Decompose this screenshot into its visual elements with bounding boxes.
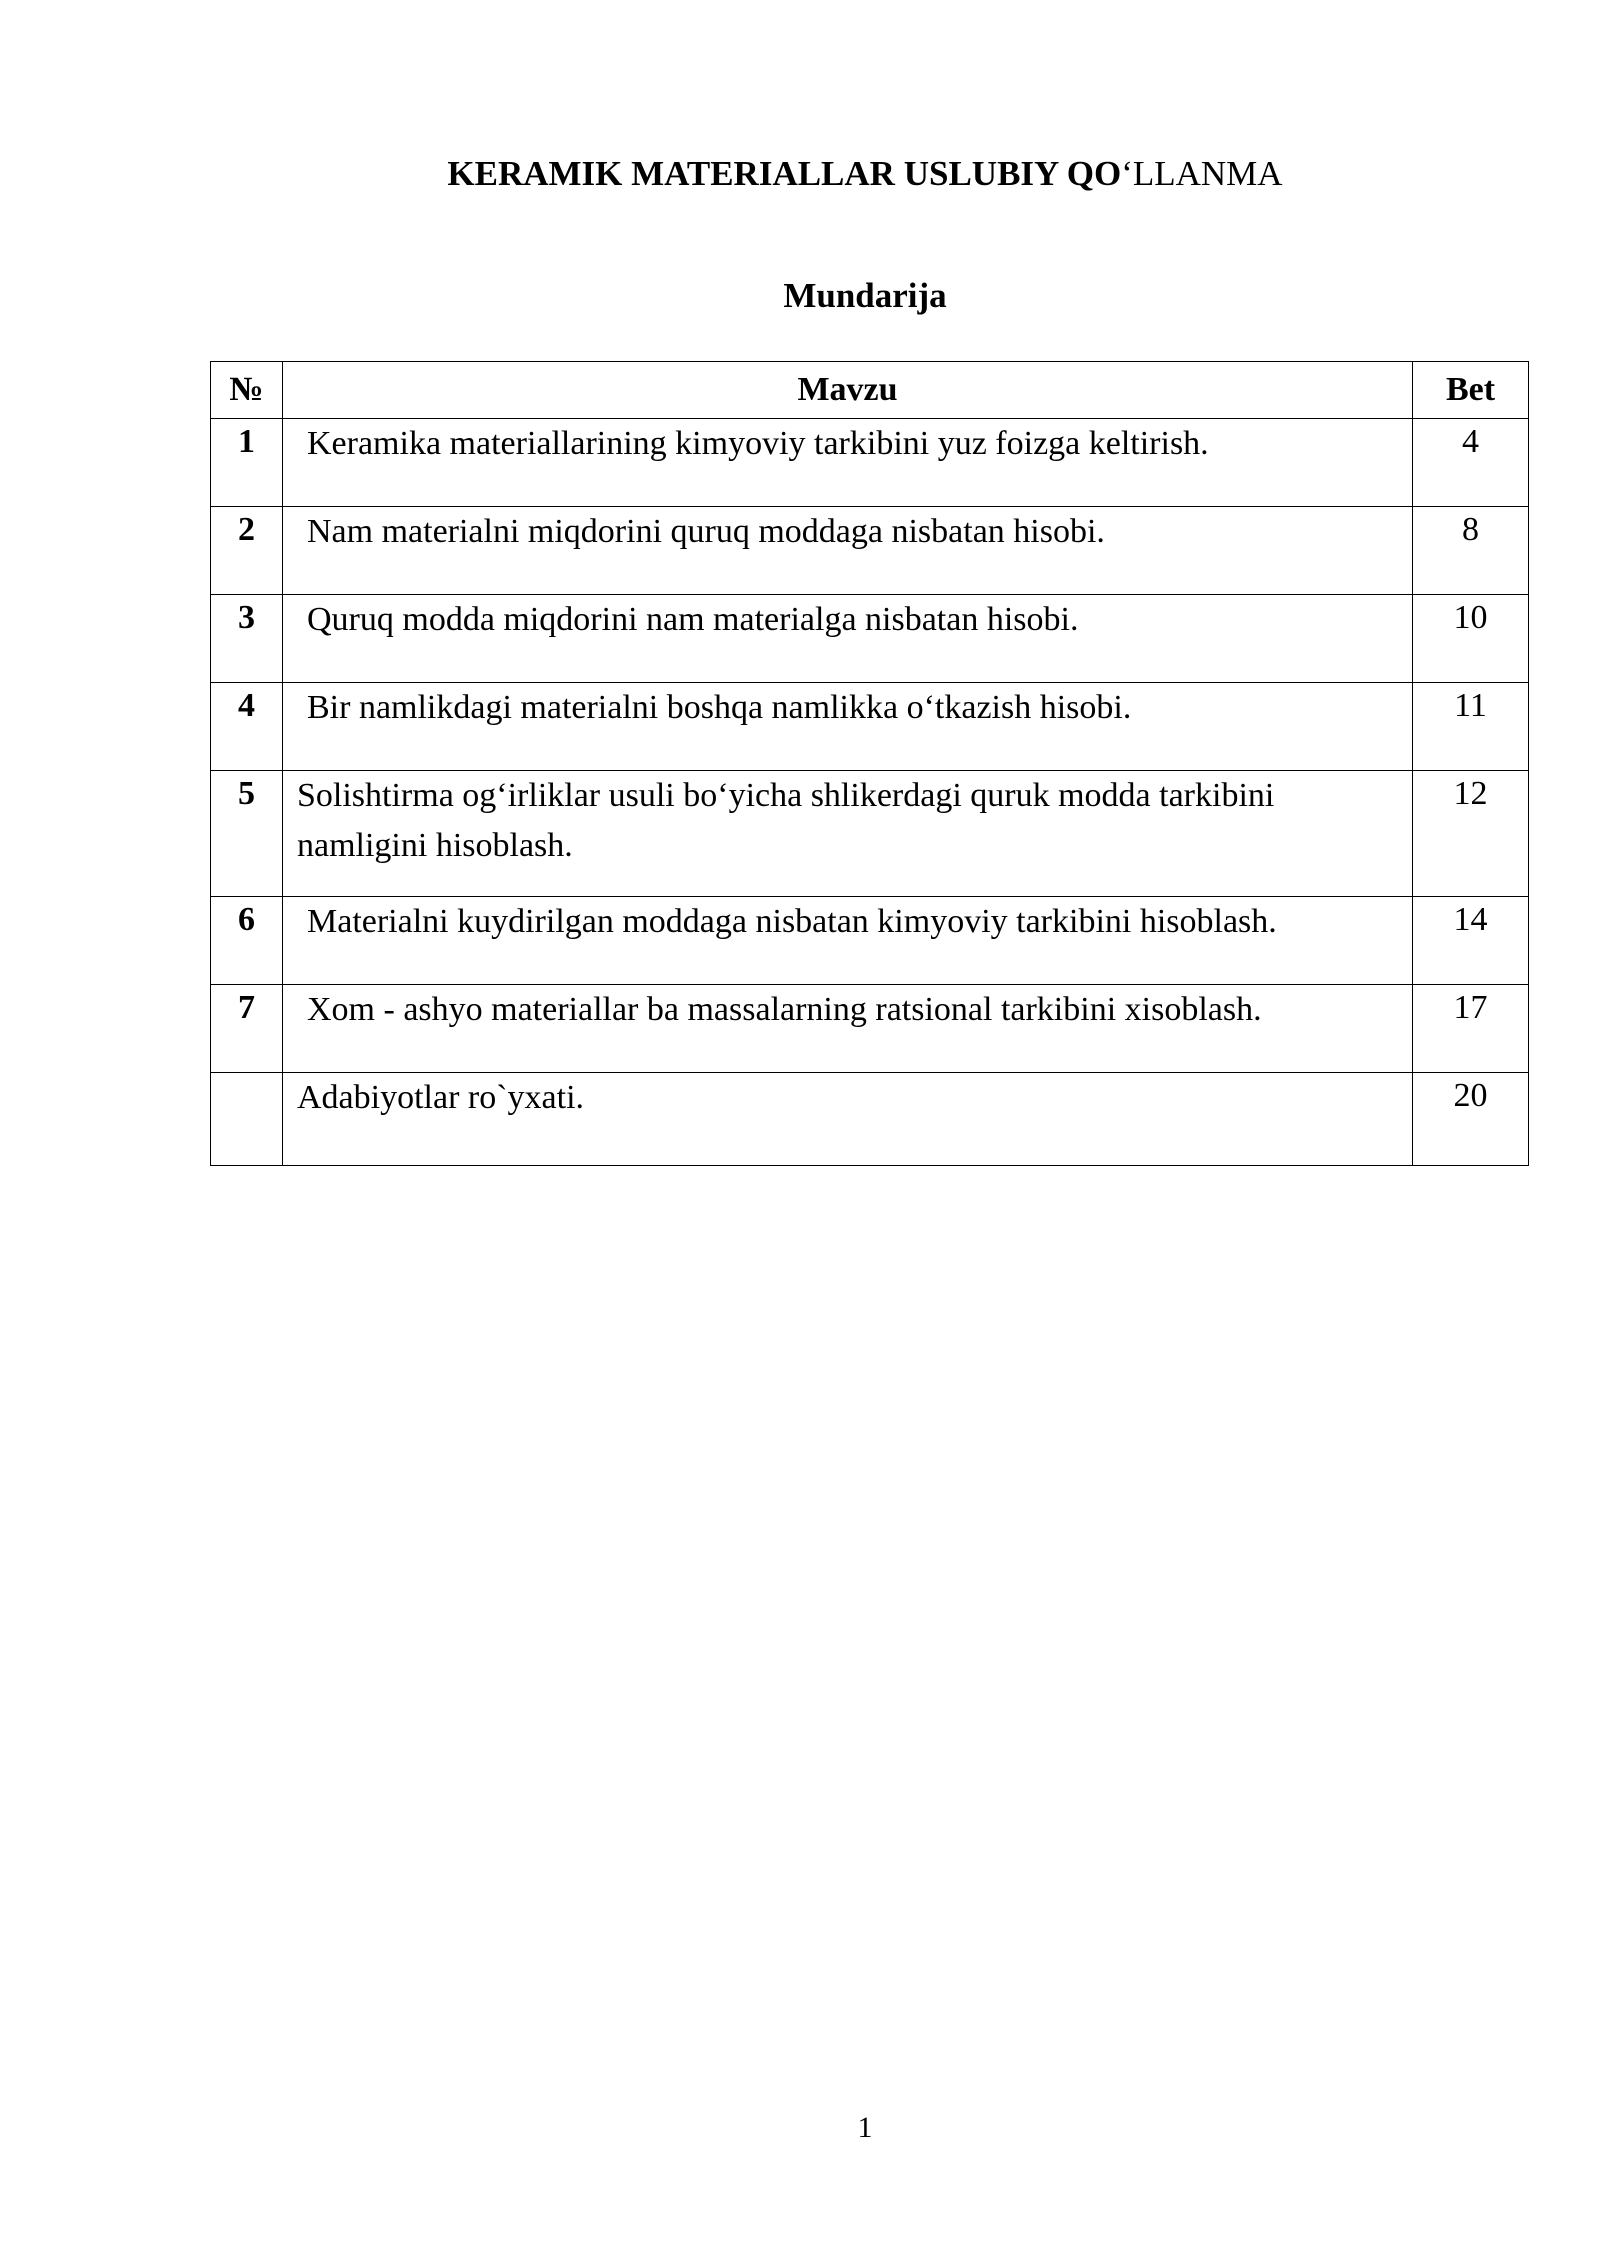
table-row — [211, 1073, 1529, 1166]
row-page: 17 — [1413, 985, 1529, 1073]
row-page: 10 — [1413, 595, 1529, 683]
row-number — [211, 1073, 283, 1166]
table-header-row — [211, 362, 1529, 419]
table-row — [211, 419, 1529, 507]
row-number: 5 — [211, 771, 283, 897]
row-number: 2 — [211, 507, 283, 595]
header-number: № — [211, 362, 283, 419]
toc-heading: Mundarija — [783, 276, 947, 315]
table-row — [211, 771, 1529, 897]
table-row — [211, 897, 1529, 985]
page-number: 1 — [857, 2111, 873, 2144]
row-number: 1 — [211, 419, 283, 507]
row-topic: Keramika materiallarining kimyoviy tarkibini yuz foizga keltirish. — [283, 419, 1413, 507]
row-number: 3 — [211, 595, 283, 683]
row-topic: Adabiyotlar ro`yxati. — [283, 1073, 1413, 1166]
header-topic: Mavzu — [283, 362, 1413, 419]
document-title-regular: ‘LLANMA — [1121, 154, 1283, 193]
row-page: 8 — [1413, 507, 1529, 595]
table-row — [211, 985, 1529, 1073]
document-title-bold: KERAMIK MATERIALLAR USLUBIY QO — [447, 154, 1122, 193]
header-page: Bet — [1413, 362, 1529, 419]
row-number: 6 — [211, 897, 283, 985]
row-topic: Materialni kuydirilgan moddaga nisbatan kimyoviy tarkibini hisoblash. — [283, 897, 1413, 985]
table-row — [211, 595, 1529, 683]
table-of-contents — [210, 361, 1529, 1166]
row-page: 4 — [1413, 419, 1529, 507]
row-page: 11 — [1413, 683, 1529, 771]
document-title — [0, 150, 1600, 198]
row-number: 7 — [211, 985, 283, 1073]
row-page: 20 — [1413, 1073, 1529, 1166]
row-topic: Bir namlikdagi materialni boshqa namlikka o‘tkazish hisobi. — [283, 683, 1413, 771]
table-row — [211, 683, 1529, 771]
row-topic: Quruq modda miqdorini nam materialga nisbatan hisobi. — [283, 595, 1413, 683]
table-row — [211, 507, 1529, 595]
row-topic: Xom - ashyo materiallar ba massalarning ratsional tarkibini xisoblash. — [283, 985, 1413, 1073]
row-topic: Solishtirma og‘irliklar usuli bo‘yicha shlikerdagi quruk modda tarkibini namligini hisoblash. — [283, 771, 1413, 897]
row-page: 12 — [1413, 771, 1529, 897]
row-number: 4 — [211, 683, 283, 771]
row-topic: Nam materialni miqdorini quruq moddaga nisbatan hisobi. — [283, 507, 1413, 595]
row-page: 14 — [1413, 897, 1529, 985]
